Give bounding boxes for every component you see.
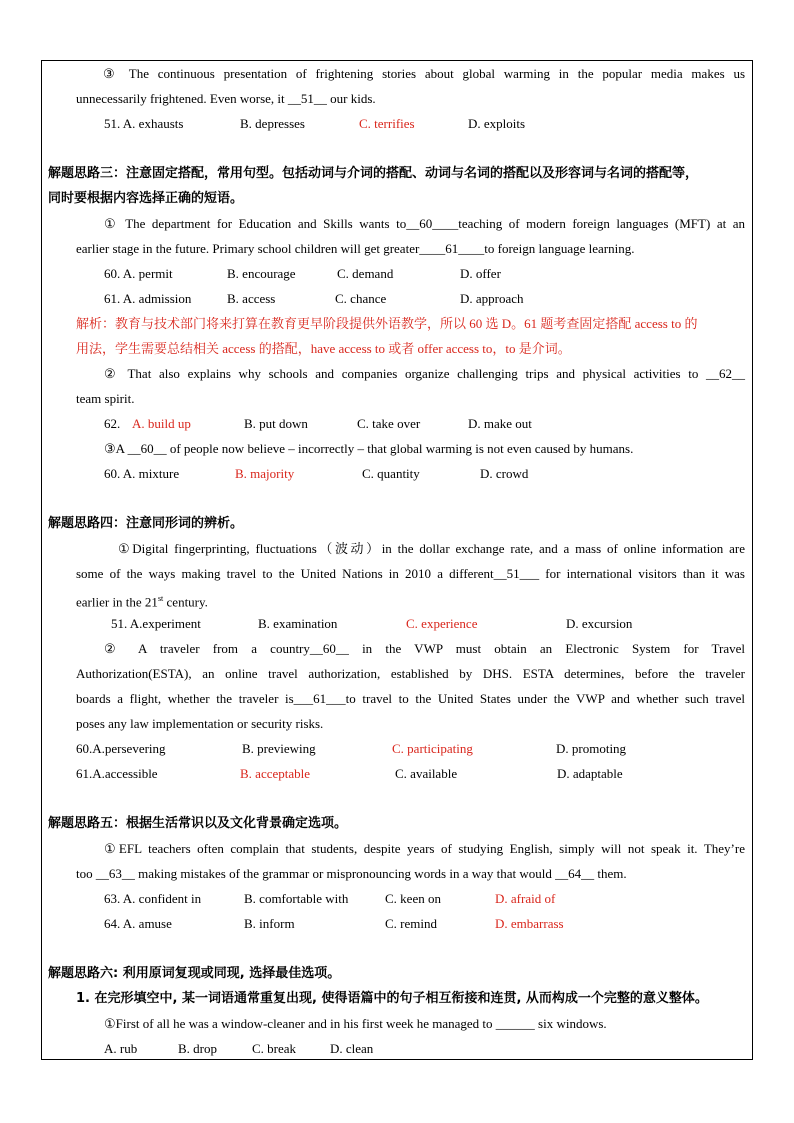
option: D. promoting [556,741,627,756]
s6-point1: 1. 在完形填空中, 某一词语通常重复出现, 使得语篇中的句子相互衔接和连贯, 从而构成一个完整的意义整体。 [76,991,708,1006]
option: 60.A.persevering [76,741,166,756]
option: D. clean [330,1041,374,1056]
answer-option: C. experience [406,616,478,631]
answer-option: B. majority [235,466,295,481]
text: century. [163,594,208,610]
option: B. examination [258,616,338,631]
option: B. put down [244,416,308,431]
option: A. rub [104,1041,138,1056]
answer-option: C. participating [392,741,473,756]
option: C. keen on [385,891,441,906]
option: C. break [252,1041,297,1056]
s3-p1-line2: earlier stage in the future. Primary school children will get greater____61____to foreign language learning. [76,241,635,256]
option: D. make out [468,416,532,431]
content-frame [41,60,753,1060]
option: D. crowd [480,466,529,481]
option: 63. A. confident in [104,891,202,906]
s2-q3-line2: unnecessarily frightened. Even worse, it __51__ our kids. [76,91,376,106]
option: D. approach [460,291,524,306]
option: 60. A. permit [104,266,173,281]
s4-p1-line1: ①Digital fingerprinting, fluctuations（波动）in the dollar exchange rate, and a mass of online information are [118,541,745,556]
answer-option: B. acceptable [240,766,311,781]
option: 51. A. exhausts [104,116,184,131]
s3-analysis-line2: 用法，学生需要总结相关 access 的搭配，have access to 或者 offer access to，to 是介词。 [76,341,571,356]
option: 64. A. amuse [104,916,172,931]
text: earlier in the 21 [76,594,158,610]
s3-heading-line2: 同时要根据内容选择正确的短语。 [48,191,244,206]
s3-p1-line1: ① The department for Education and Skills wants to__60____teaching of modern foreign languages (MFT) at an [104,216,745,231]
s2-q3-line1: ③ The continuous presentation of frightening stories about global warming in the popular media makes us [103,66,745,81]
s6-p1-line1: ①First of all he was a window-cleaner and in his first week he managed to ______ six windows. [104,1016,607,1031]
answer-option: D. embarrass [495,916,564,931]
option: 62. [104,416,121,431]
option: B. inform [244,916,295,931]
s5-p1-line2: too __63__ making mistakes of the grammar or mispronouncing words in a way that would __64__ them. [76,866,627,881]
answer-option: D. afraid of [495,891,556,906]
option: B. previewing [242,741,316,756]
option: D. adaptable [557,766,623,781]
option: 60. A. mixture [104,466,180,481]
option: D. excursion [566,616,633,631]
option: C. take over [357,416,421,431]
s4-heading: 解题思路四：注意同形词的辨析。 [48,516,244,531]
s4-p2-line1: ② A traveler from a country__60__ in the VWP must obtain an Electronic System for Travel [104,641,745,656]
option: C. chance [335,291,387,306]
s3-p3-line1: ③A __60__ of people now believe – incorrectly – that global warming is not even caused by humans. [104,441,634,456]
s3-p2-line2: team spirit. [76,391,135,406]
answer-option: C. terrifies [359,116,415,131]
s6-heading: 解题思路六: 利用原词复现或同现, 选择最佳选项。 [48,966,341,981]
option: C. remind [385,916,437,931]
s5-heading: 解题思路五：根据生活常识以及文化背景确定选项。 [48,816,348,831]
s4-p2-line3: boards a flight, whether the traveler is___61___to travel to the United States under the VWP and whether such travel [76,691,745,706]
option: 61. A. admission [104,291,192,306]
s4-p2-line2: Authorization(ESTA), an online travel authorization, established by DHS. ESTA determines, before the traveler [76,666,745,681]
superscript: st [157,594,164,603]
s4-p2-line4: poses any law implementation or security risks. [76,716,324,731]
option: B. drop [178,1041,217,1056]
s4-p1-line2: some of the ways making travel to the United Nations in 2010 a different__51___ for international visitors than it was [76,566,745,581]
option: C. available [395,766,458,781]
s3-analysis-line1: 解析：教育与技术部门将来打算在教育更早阶段提供外语教学，所以 60 选 D。61 题考查固定搭配 access to 的 [76,316,698,331]
option: D. offer [460,266,501,281]
s4-p1-line3 [76,591,208,610]
option: B. depresses [240,116,305,131]
s5-p1-line1: ①EFL teachers often complain that students, despite years of studying English, simply will not speak it. They’re [104,841,745,856]
option: 61.A.accessible [76,766,158,781]
option: B. comfortable with [244,891,349,906]
option: C. quantity [362,466,420,481]
option: C. demand [337,266,394,281]
option: B. encourage [227,266,296,281]
s3-heading-line1: 解题思路三：注意固定搭配，常用句型。包括动词与介词的搭配、动词与名词的搭配以及形容词与名词的搭配等， [48,166,699,181]
option: 51. A.experiment [111,616,201,631]
s3-p2-line1: ② That also explains why schools and companies organize challenging trips and physical activities to __62__ [104,366,745,381]
option: B. access [227,291,276,306]
answer-option: A. build up [132,416,191,431]
option: D. exploits [468,116,526,131]
